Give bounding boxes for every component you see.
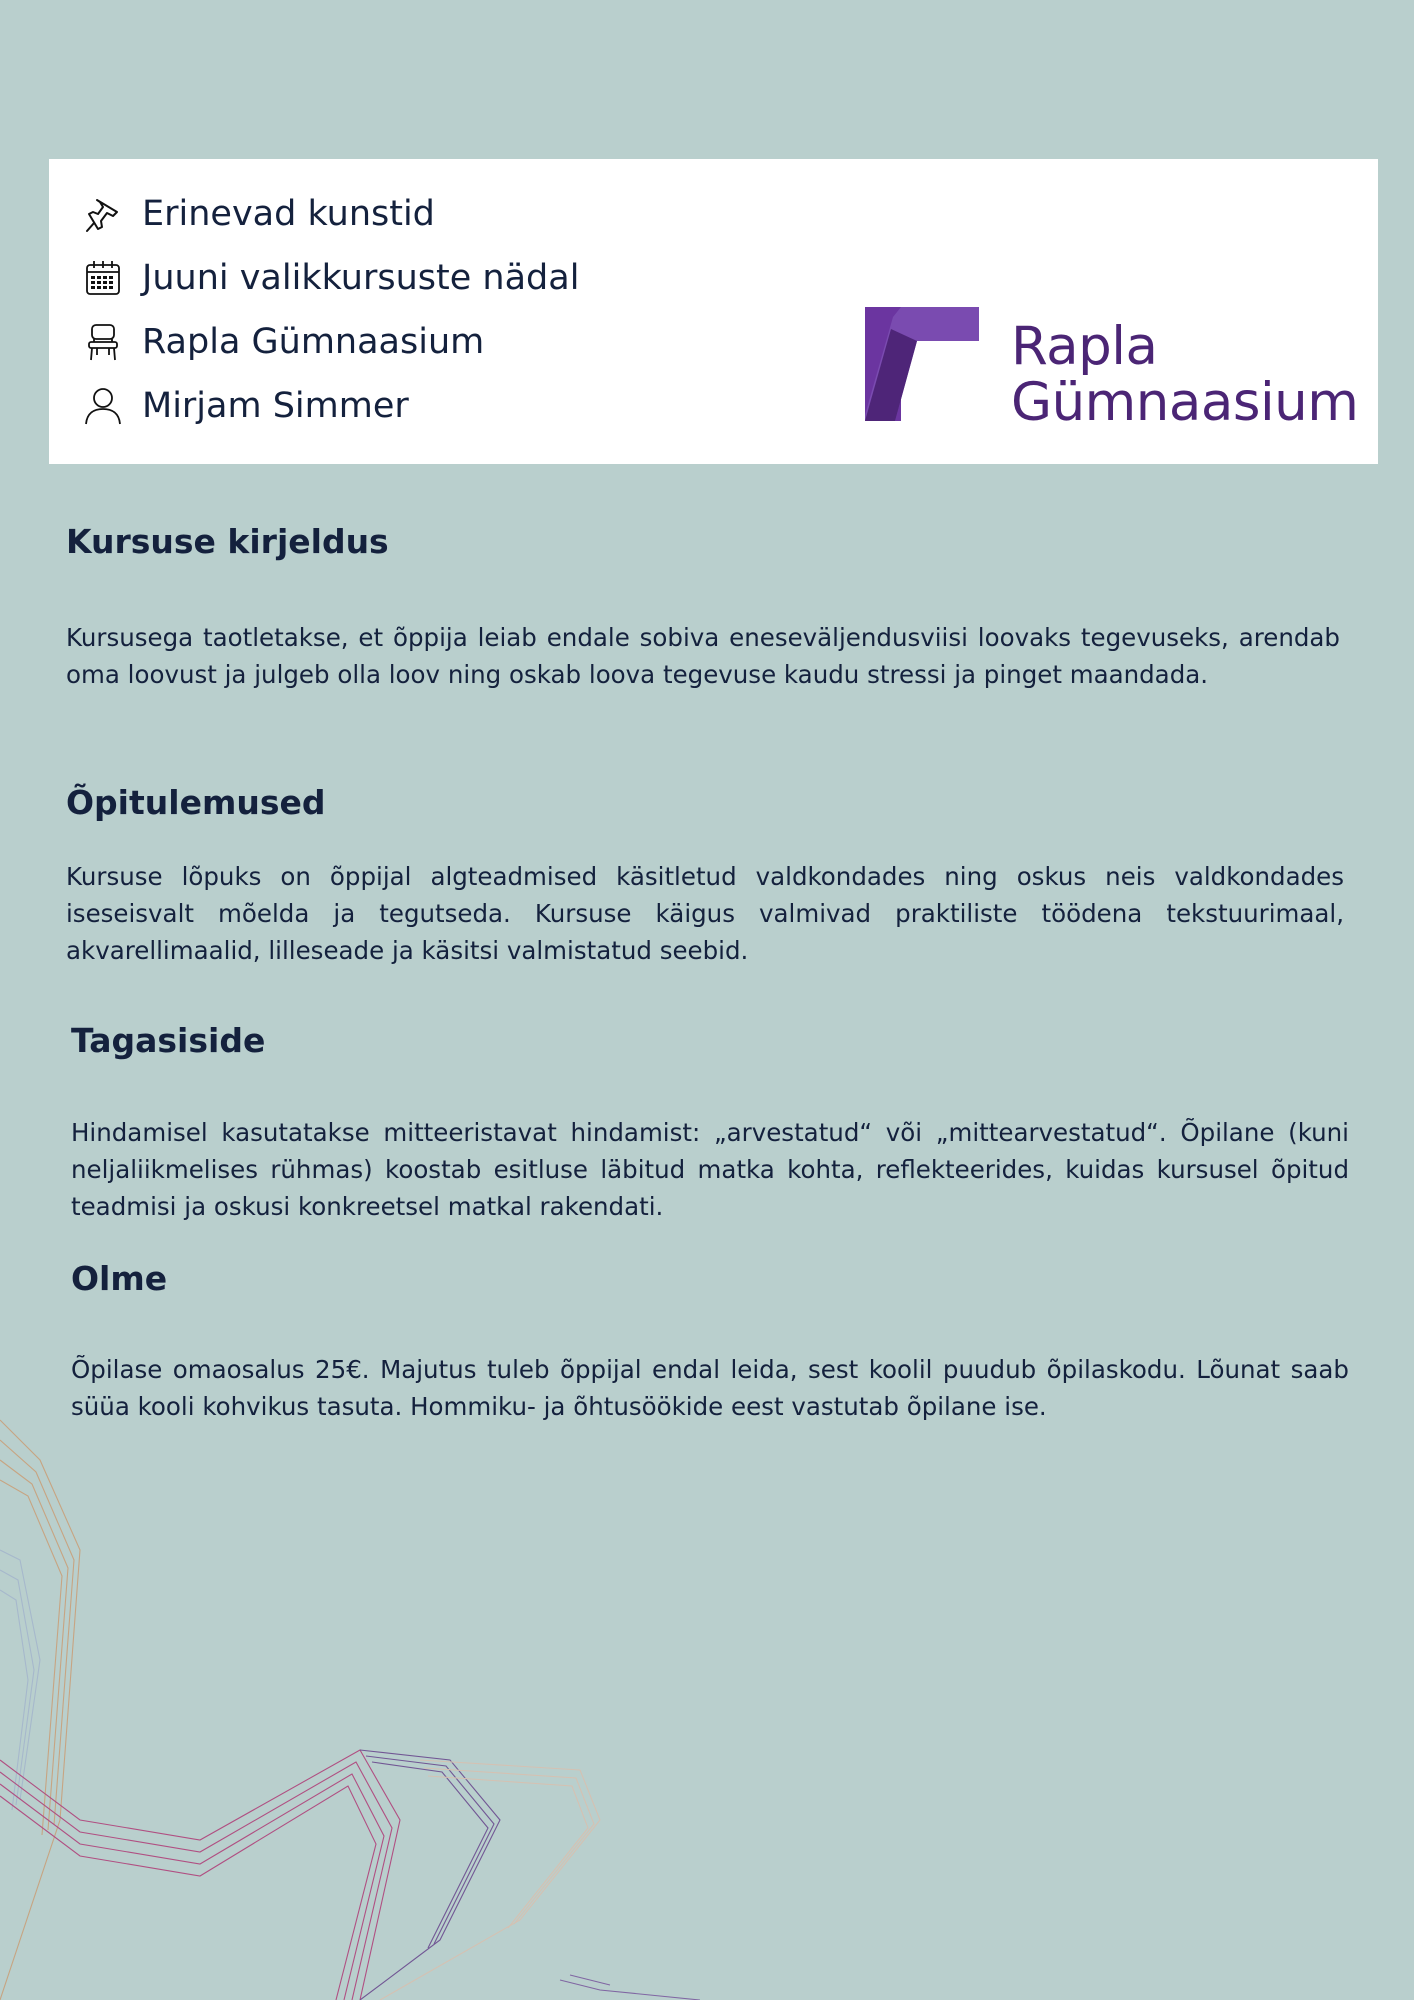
week-label: Juuni valikkursuste nädal bbox=[142, 258, 580, 298]
logo-line-2: Gümnaasium bbox=[1011, 372, 1359, 433]
pushpin-icon bbox=[81, 192, 125, 236]
school-logo bbox=[865, 307, 1359, 433]
line-art-strands bbox=[0, 1420, 700, 2000]
logo-wordmark bbox=[1011, 316, 1359, 433]
calendar-icon bbox=[81, 256, 125, 300]
course-type-label: Erinevad kunstid bbox=[142, 194, 435, 234]
meta-teacher bbox=[81, 383, 409, 429]
meta-course-type bbox=[81, 191, 435, 237]
teacher-label: Mirjam Simmer bbox=[142, 386, 409, 426]
description-body: Kursusega taotletakse, et õppija leiab endale sobiva eneseväljendusviisi loovaks tegevuseks, arendab oma loovust ja julgeb olla loov ning oskab loova tegevuse kaudu stressi ja pinget maandada. bbox=[66, 623, 1340, 689]
meta-location bbox=[81, 319, 484, 365]
living-heading: Olme bbox=[71, 1259, 168, 1298]
outcomes-heading: Õpitulemused bbox=[66, 783, 326, 822]
chair-icon bbox=[81, 320, 125, 364]
school-label: Rapla Gümnaasium bbox=[142, 322, 485, 362]
logo-line-1: Rapla bbox=[1011, 316, 1158, 377]
person-icon bbox=[81, 384, 125, 428]
logo-mark-icon bbox=[865, 307, 979, 421]
outcomes-body: Kursuse lõpuks on õppijal algteadmised käsitletud valdkondades ning oskus neis valdkondades iseseisvalt mõelda ja tegutseda. Kursuse käigus valmivad praktiliste töödena tekstuurimaal, akvarellimaalid, lilleseade ja käsitsi valmistatud seebid. bbox=[66, 862, 1344, 965]
course-header bbox=[49, 159, 1378, 464]
feedback-heading: Tagasiside bbox=[71, 1021, 266, 1060]
decorative-line-art bbox=[0, 1400, 700, 2000]
living-body: Õpilase omaosalus 25€. Majutus tuleb õppijal endal leida, sest koolil puudub õpilaskodu. Lõunat saab süüa kooli kohvikus tasuta. Hommiku- ja õhtusöökide eest vastutab õpilane ise. bbox=[71, 1355, 1349, 1421]
meta-week bbox=[81, 255, 579, 301]
description-heading: Kursuse kirjeldus bbox=[66, 522, 389, 561]
feedback-body: Hindamisel kasutatakse mitteeristavat hindamist: „arvestatud“ või „mittearvestatud“. Õpilane (kuni neljaliikmelises rühmas) koostab esitluse läbitud matka kohta, reflekteerides, kuidas kursusel õpitud teadmisi ja oskusi konkreetsel matkal rakendati. bbox=[71, 1118, 1349, 1221]
